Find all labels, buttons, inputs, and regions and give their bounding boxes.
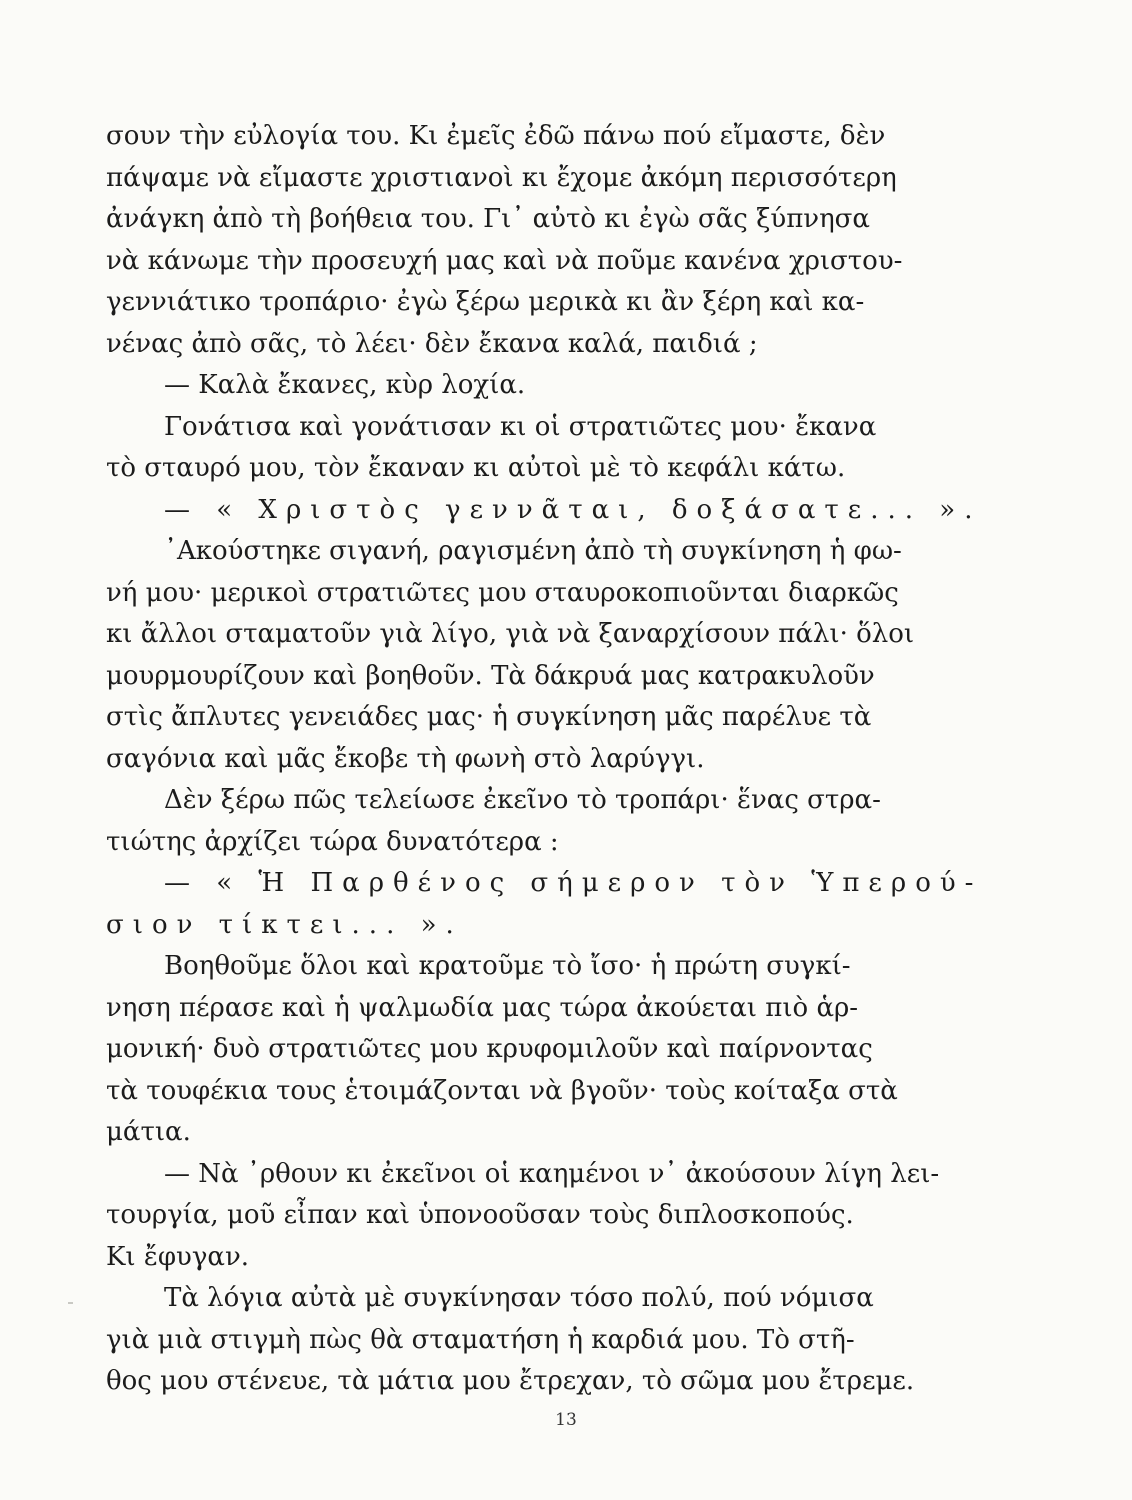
text-line: νὰ κάνωμε τὴν προσευχή μας καὶ νὰ ποῦμε κανένα χριστου- xyxy=(106,245,903,276)
page-number: 13 xyxy=(555,1410,577,1430)
text-line: στὶς ἄπλυτες γενειάδες μας· ἡ συγκίνηση μᾶς παρέλυε τὰ xyxy=(106,702,872,732)
text-line: μονική· δυὸ στρατιῶτες μου κρυφομιλοῦν καὶ παίρνοντας xyxy=(106,1034,873,1064)
body-text xyxy=(106,116,986,1403)
dialogue-line: — Καλὰ ἔκανες, κὺρ λοχία. xyxy=(164,370,526,400)
hymn-line: — « Χριστὸς γεννᾶται, δοξάσατε... ». xyxy=(164,494,982,525)
hymn-line: — « Ἡ Παρθένος σήμερον τὸν Ὑπερού- xyxy=(164,868,983,898)
text-line: ἀνάγκη ἀπὸ τὴ βοήθεια του. Γι᾽ αὐτὸ κι ἐγὼ σᾶς ξύπνησα xyxy=(106,204,870,234)
hymn-line: σιον τίκτει... ». xyxy=(106,909,463,940)
text-line: νηση πέρασε καὶ ἡ ψαλμωδία μας τώρα ἀκούεται πιὸ ἁρ- xyxy=(106,992,859,1023)
dialogue-line: — Νὰ ᾿ρθουν κι ἐκεῖνοι οἱ καημένοι ν᾽ ἀκούσουν λίγη λει- xyxy=(164,1158,940,1189)
text-line: σουν τὴν εὐλογία του. Κι ἐμεῖς ἐδῶ πάνω πού εἴμαστε, δὲν xyxy=(106,121,886,151)
text-line: σαγόνια καὶ μᾶς ἔκοβε τὴ φωνὴ στὸ λαρύγγι. xyxy=(106,743,705,774)
text-line: μουρμουρίζουν καὶ βοηθοῦν. Τὰ δάκρυά μας κατρακυλοῦν xyxy=(106,660,875,691)
paragraph-start-line: Τὰ λόγια αὐτὰ μὲ συγκίνησαν τόσο πολύ, πού νόμισα xyxy=(164,1283,874,1313)
text-line: νή μου· μερικοὶ στρατιῶτες μου σταυροκοπιοῦνται διαρκῶς xyxy=(106,577,899,608)
paragraph-start-line: Γονάτισα καὶ γονάτισαν κι οἱ στρατιῶτες μου· ἔκανα xyxy=(164,411,877,442)
paper-speck xyxy=(68,1302,73,1304)
text-line: γιὰ μιὰ στιγμὴ πὼς θὰ σταματήση ἡ καρδιά μου. Τὸ στῆ- xyxy=(106,1324,855,1355)
text-line: Κι ἔφυγαν. xyxy=(106,1241,250,1272)
text-line: μάτια. xyxy=(106,1117,191,1147)
text-line: νένας ἀπὸ σᾶς, τὸ λέει· δὲν ἔκανα καλά, παιδιά ; xyxy=(106,328,758,359)
paragraph-start-line: ᾿Ακούστηκε σιγανή, ραγισμένη ἀπὸ τὴ συγκίνηση ἡ φω- xyxy=(164,536,902,566)
text-line: τὰ τουφέκια τους ἑτοιμάζονται νὰ βγοῦν· τοὺς κοίταξα στὰ xyxy=(106,1075,898,1106)
paragraph-start-line: Δὲν ξέρω πῶς τελείωσε ἐκεῖνο τὸ τροπάρι· ἕνας στρα- xyxy=(164,785,881,815)
text-line: τουργία, μοῦ εἶπαν καὶ ὑπονοοῦσαν τοὺς διπλοσκοπούς. xyxy=(106,1200,854,1230)
text-line: πάψαμε νὰ εἴμαστε χριστιανοὶ κι ἔχομε ἀκόμη περισσότερη xyxy=(106,162,897,193)
text-line: κι ἄλλοι σταματοῦν γιὰ λίγο, γιὰ νὰ ξαναρχίσουν πάλι· ὅλοι xyxy=(106,619,915,649)
text-line: θος μου στένευε, τὰ μάτια μου ἔτρεχαν, τὸ σῶμα μου ἔτρεμε. xyxy=(106,1366,915,1396)
text-line: τὸ σταυρό μου, τὸν ἔκαναν κι αὐτοὶ μὲ τὸ κεφάλι κάτω. xyxy=(106,453,846,483)
text-line: γεννιάτικο τροπάριο· ἐγὼ ξέρω μερικὰ κι ἂν ξέρη καὶ κα- xyxy=(106,287,865,317)
paragraph-start-line: Βοηθοῦμε ὅλοι καὶ κρατοῦμε τὸ ἴσο· ἡ πρώτη συγκί- xyxy=(164,951,851,981)
text-line: τιώτης ἀρχίζει τώρα δυνατότερα : xyxy=(106,826,559,857)
